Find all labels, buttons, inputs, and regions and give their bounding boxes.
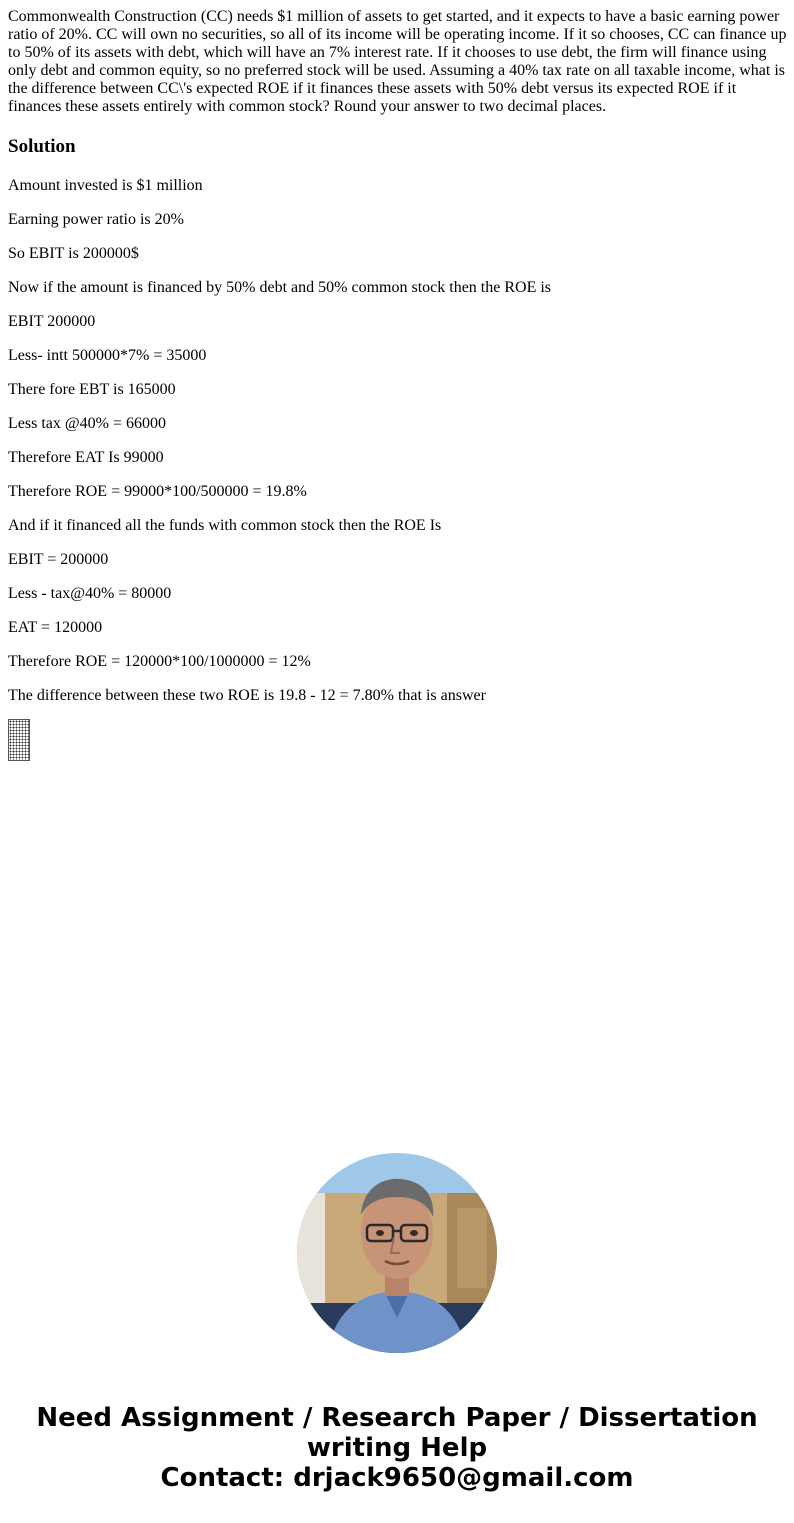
avatar <box>297 1153 497 1353</box>
solution-step: Now if the amount is financed by 50% debt and 50% common stock then the ROE is <box>8 279 552 296</box>
solution-heading: Solution <box>8 136 76 157</box>
solution-step: Therefore ROE = 120000*100/1000000 = 12% <box>8 653 311 670</box>
solution-steps <box>8 177 788 705</box>
solution-step: Less tax @40% = 66000 <box>8 415 166 432</box>
solution-step: Therefore EAT Is 99000 <box>8 449 164 466</box>
solution-step: Less- intt 500000*7% = 35000 <box>8 347 207 364</box>
promo-line: Need Assignment / Research Paper / Dissertation <box>36 1403 758 1433</box>
question-text: Commonwealth Construction (CC) needs $1 million of assets to get started, and it expects to have a basic earning power ratio of 20%. CC will own no securities, so all of its income will be operating income. If it so chooses, CC can finance up to 50% of its assets with debt, which will have an 7% interest rate. If it chooses to use debt, the firm will finance using only debt and common equity, so no preferred stock will be used. Assuming a 40% tax rate on all taxable income, what is the difference between CC\'s expected ROE if it finances these assets with 50% debt versus its expected ROE if it finances these assets entirely with common stock? Round your answer to two decimal places. <box>8 8 787 115</box>
solution-step: EBIT 200000 <box>8 313 96 330</box>
solution-step: There fore EBT is 165000 <box>8 381 176 398</box>
solution-step: Therefore ROE = 99000*100/500000 = 19.8% <box>8 483 307 500</box>
solution-step: Amount invested is $1 million <box>8 177 203 194</box>
document-body <box>8 8 788 705</box>
solution-step: And if it financed all the funds with common stock then the ROE Is <box>8 517 442 534</box>
promo-banner <box>0 1403 794 1493</box>
solution-step: Earning power ratio is 20% <box>8 211 184 228</box>
promo-contact: Contact: drjack9650@gmail.com <box>160 1463 634 1493</box>
avatar-photo <box>297 1153 497 1353</box>
solution-step: The difference between these two ROE is 19.8 - 12 = 7.80% that is answer <box>8 687 486 704</box>
promo-line: writing Help <box>306 1433 488 1463</box>
solution-step: Less - tax@40% = 80000 <box>8 585 172 602</box>
solution-step: EAT = 120000 <box>8 619 103 636</box>
solution-step: EBIT = 200000 <box>8 551 109 568</box>
solution-step: So EBIT is 200000$ <box>8 245 139 262</box>
broken-image-icon <box>8 719 30 761</box>
